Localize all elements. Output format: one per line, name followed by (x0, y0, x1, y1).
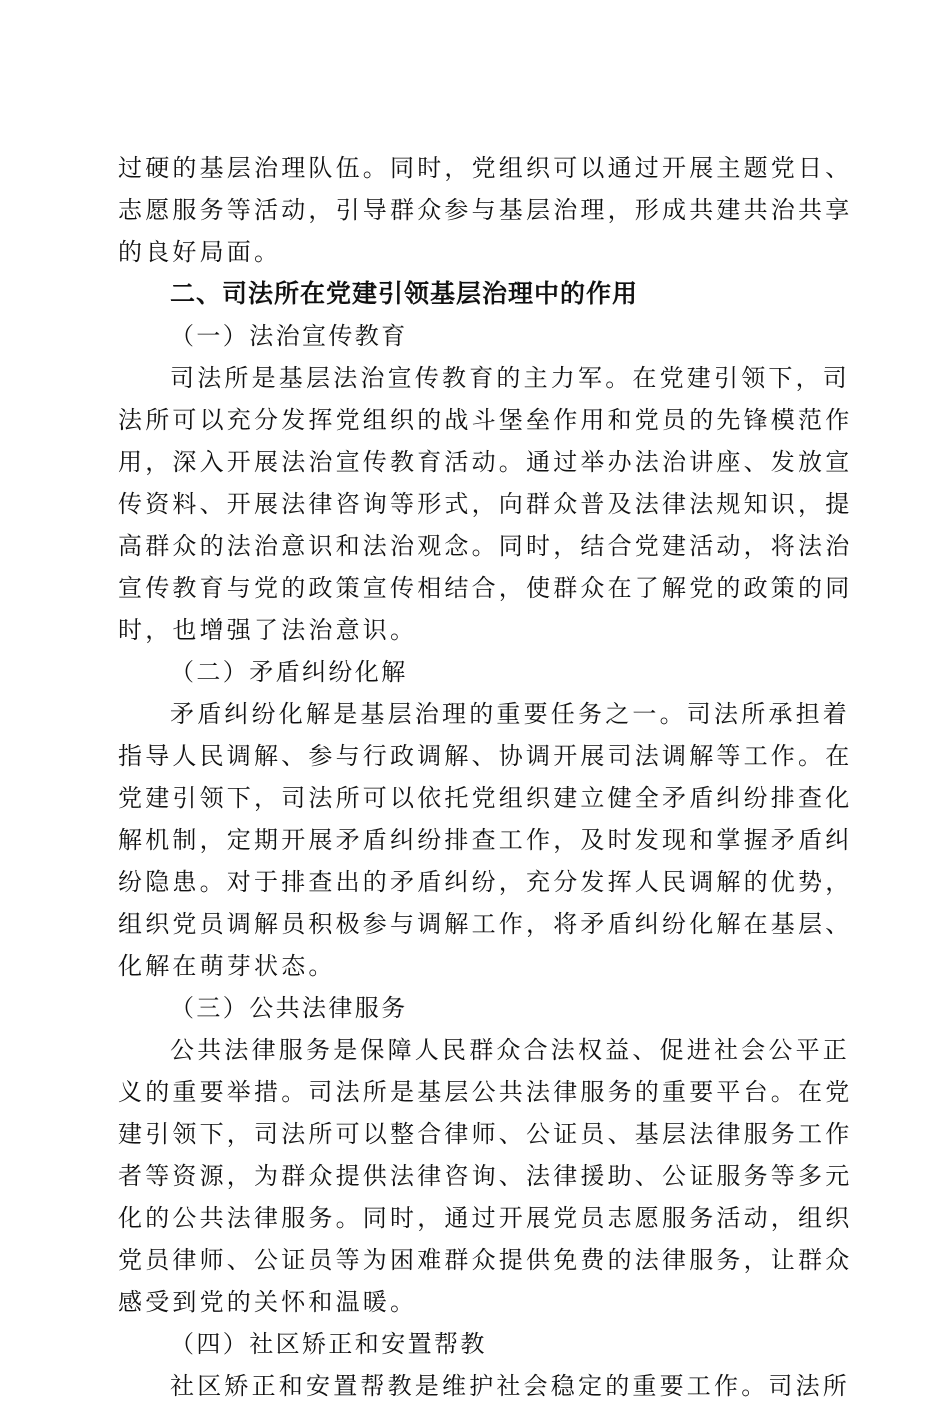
paragraph-line: 化的公共法律服务。同时，通过开展党员志愿服务活动，组织 (118, 1204, 853, 1232)
paragraph-line: 宣传教育与党的政策宣传相结合，使群众在了解党的政策的同 (118, 574, 853, 602)
paragraph-line: 法所可以充分发挥党组织的战斗堡垒作用和党员的先锋模范作 (118, 406, 853, 434)
paragraph-line: 建引领下，司法所可以整合律师、公证员、基层法律服务工作 (118, 1120, 853, 1148)
paragraph-line: 者等资源，为群众提供法律咨询、法律援助、公证服务等多元 (118, 1162, 853, 1190)
paragraph-line: 感受到党的关怀和温暖。 (118, 1288, 418, 1316)
document-body (118, 147, 853, 1407)
paragraph-line: 党员律师、公证员等为困难群众提供免费的法律服务，让群众 (118, 1246, 853, 1274)
paragraph-line: 化解在萌芽状态。 (118, 952, 336, 980)
paragraph-line: 义的重要举措。司法所是基层公共法律服务的重要平台。在党 (118, 1078, 853, 1106)
paragraph-line: 解机制，定期开展矛盾纠纷排查工作，及时发现和掌握矛盾纠 (118, 826, 853, 854)
section-heading: 二、司法所在党建引领基层治理中的作用 (170, 279, 639, 308)
subsection-heading-2: （二）矛盾纠纷化解 (170, 658, 408, 686)
subsection-heading-1: （一）法治宣传教育 (170, 322, 408, 350)
subsection-heading-3: （三）公共法律服务 (170, 994, 408, 1022)
paragraph-line: 时，也增强了法治意识。 (118, 616, 418, 644)
paragraph-line: 矛盾纠纷化解是基层治理的重要任务之一。司法所承担着 (170, 700, 850, 728)
paragraph-line: 传资料、开展法律咨询等形式，向群众普及法律法规知识，提 (118, 490, 853, 518)
paragraph-line: 组织党员调解员积极参与调解工作，将矛盾纠纷化解在基层、 (118, 910, 853, 938)
paragraph-line: 公共法律服务是保障人民群众合法权益、促进社会公平正 (170, 1036, 850, 1064)
paragraph-line: 司法所是基层法治宣传教育的主力军。在党建引领下，司 (170, 364, 850, 392)
paragraph-line: 的良好局面。 (118, 238, 282, 266)
paragraph-line: 纷隐患。对于排查出的矛盾纠纷，充分发挥人民调解的优势， (118, 868, 853, 896)
paragraph-line: 用，深入开展法治宣传教育活动。通过举办法治讲座、发放宣 (118, 448, 853, 476)
paragraph-line: 社区矫正和安置帮教是维护社会稳定的重要工作。司法所 (170, 1372, 850, 1400)
paragraph-line: 指导人民调解、参与行政调解、协调开展司法调解等工作。在 (118, 742, 853, 770)
paragraph-line: 党建引领下，司法所可以依托党组织建立健全矛盾纠纷排查化 (118, 784, 853, 812)
subsection-heading-4: （四）社区矫正和安置帮教 (170, 1330, 487, 1358)
paragraph-line: 过硬的基层治理队伍。同时，党组织可以通过开展主题党日、 (118, 154, 853, 182)
paragraph-line: 志愿服务等活动，引导群众参与基层治理，形成共建共治共享 (118, 196, 853, 224)
paragraph-line: 高群众的法治意识和法治观念。同时，结合党建活动，将法治 (118, 532, 853, 560)
